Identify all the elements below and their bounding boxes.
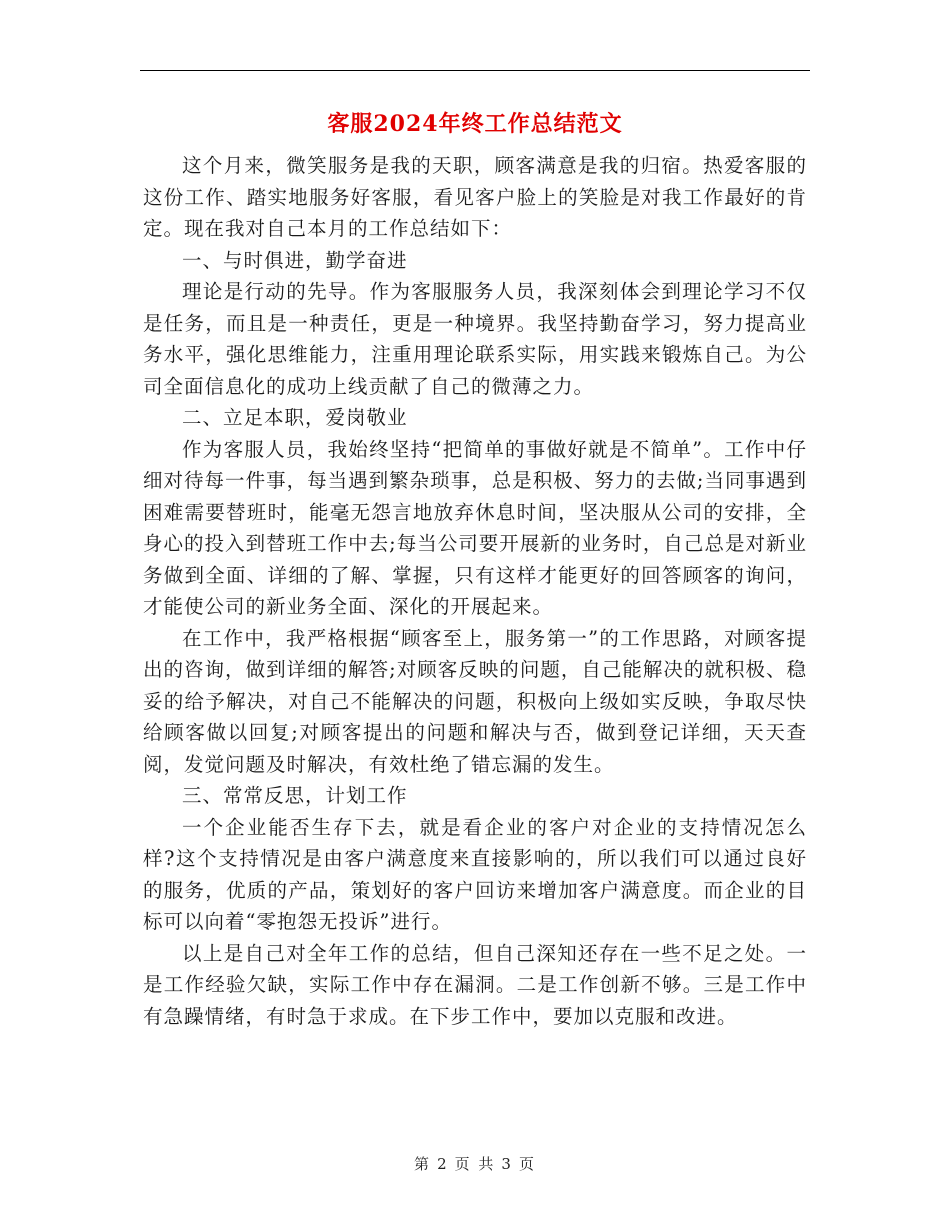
section-heading-3: 三、常常反思，计划工作: [182, 784, 408, 807]
document-title: 客服2024年终工作总结范文: [327, 111, 623, 137]
paragraph-intro: 这个月来，微笑服务是我的天职，顾客满意是我的归宿。热爱客服的这份工作、踏实地服务好客服，看见客户脸上的笑脸是对我工作最好的肯定。现在我对自己本月的工作总结如下：: [143, 154, 807, 240]
paragraph-section-1: 理论是行动的先导。作为客服服务人员，我深刻体会到理论学习不仅是任务，而且是一种责任，更是一种境界。我坚持勤奋学习，努力提高业务水平，强化思维能力，注重用理论联系实际，用实践来锻炼自己。为公司全面信息化的成功上线贡献了自己的微薄之力。: [143, 280, 807, 398]
footer-middle: 页 共: [454, 1155, 496, 1173]
section-heading-1: 一、与时俱进，勤学奋进: [182, 248, 408, 272]
paragraph-conclusion: 以上是自己对全年工作的总结，但自己深知还存在一些不足之处。一是工作经验欠缺，实际工作中存在漏洞。二是工作创新不够。三是工作中有急躁情绪，有时急于求成。在下步工作中，要加以克服和改进。: [143, 941, 807, 1028]
paragraph-section-2b: 在工作中，我严格根据“顾客至上，服务第一”的工作思路，对顾客提出的咨询，做到详细的解答;对顾客反映的问题，自己能解决的就积极、稳妥的给予解决，对自己不能解决的问题，积极向上级如实反映，争取尽快给顾客做以回复;对顾客提出的问题和解决与否，做到登记详细，天天查阅，发觉问题及时解决，有效杜绝了错忘漏的发生。: [143, 626, 807, 776]
footer-current-page: 2: [437, 1155, 449, 1173]
section-heading-2: 二、立足本职，爱岗敬业: [182, 406, 408, 429]
footer-suffix: 页: [518, 1155, 536, 1173]
paragraph-section-3: 一个企业能否生存下去，就是看企业的客户对企业的支持情况怎么样?这个支持情况是由客户满意度来直接影响的，所以我们可以通过良好的服务，优质的产品，策划好的客户回访来增加客户满意度。而企业的目标可以向着“零抱怨无投诉”进行。: [143, 815, 807, 933]
document-body: [143, 150, 807, 1032]
page-footer: [0, 1153, 950, 1174]
footer-prefix: 第: [414, 1155, 432, 1173]
header-rule: [140, 70, 810, 71]
footer-total-pages: 3: [501, 1155, 513, 1173]
paragraph-section-2a: 作为客服人员，我始终坚持“把简单的事做好就是不简单”。工作中仔细对待每一件事，每当遇到繁杂琐事，总是积极、努力的去做;当同事遇到困难需要替班时，能毫无怨言地放弃休息时间，坚决服从公司的安排，全身心的投入到替班工作中去;每当公司要开展新的业务时，自己总是对新业务做到全面、详细的了解、掌握，只有这样才能更好的回答顾客的询问，才能使公司的新业务全面、深化的开展起来。: [143, 437, 807, 618]
